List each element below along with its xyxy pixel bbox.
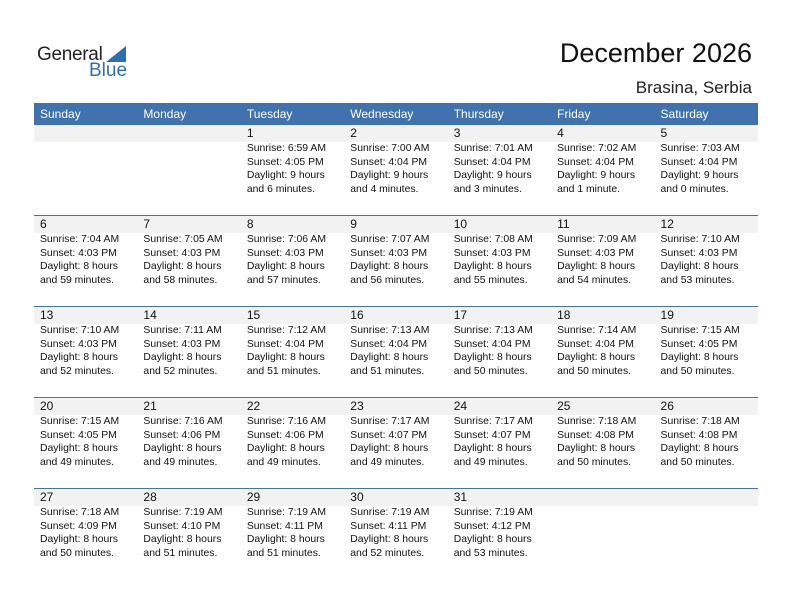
day-number: 12 — [660, 217, 674, 231]
daylight-text: Daylight: 8 hours — [143, 352, 222, 363]
daylight-minutes-text: and 53 minutes. — [660, 274, 735, 286]
day-cell — [655, 307, 758, 396]
daylight-text: Daylight: 9 hours — [660, 170, 739, 181]
day-cell — [241, 398, 344, 487]
weekday-wednesday: Wednesday — [350, 107, 414, 121]
day-number: 19 — [660, 308, 674, 322]
sunrise-text: Sunrise: 7:14 AM — [557, 325, 637, 336]
calendar-week — [34, 125, 758, 215]
daylight-minutes-text: and 49 minutes. — [40, 456, 114, 468]
sunset-text: Sunset: 4:05 PM — [40, 429, 117, 441]
logo-text-general: General — [37, 44, 103, 65]
day-cell — [241, 216, 344, 305]
sunset-text: Sunset: 4:04 PM — [660, 156, 738, 168]
sunrise-text: Sunrise: 7:13 AM — [350, 325, 430, 336]
sunset-text: Sunset: 4:03 PM — [660, 247, 738, 259]
sunset-text: Sunset: 4:03 PM — [453, 247, 531, 259]
day-number: 1 — [246, 126, 254, 140]
sunrise-text: Sunrise: 7:10 AM — [660, 234, 740, 245]
daylight-text: Daylight: 9 hours — [246, 170, 325, 181]
day-cell — [241, 125, 344, 214]
day-number: 5 — [660, 126, 668, 140]
day-cell — [655, 398, 758, 487]
sunset-text: Sunset: 4:09 PM — [40, 520, 117, 532]
daylight-minutes-text: and 0 minutes. — [660, 183, 729, 195]
sunset-text: Sunset: 4:04 PM — [453, 156, 531, 168]
sunset-text: Sunset: 4:04 PM — [350, 338, 428, 350]
calendar-week — [34, 215, 758, 306]
daylight-text: Daylight: 8 hours — [143, 261, 222, 272]
day-cell — [241, 307, 344, 396]
daylight-text: Daylight: 8 hours — [557, 261, 636, 272]
sunrise-text: Sunrise: 7:19 AM — [143, 507, 223, 518]
day-number: 25 — [557, 399, 571, 413]
day-cell — [448, 216, 551, 305]
day-cell — [344, 125, 447, 214]
sunset-text: Sunset: 4:03 PM — [557, 247, 634, 259]
daylight-minutes-text: and 4 minutes. — [350, 183, 419, 195]
calendar-week — [34, 306, 758, 397]
sunrise-text: Sunrise: 7:16 AM — [143, 416, 223, 427]
day-number: 29 — [246, 490, 261, 504]
daylight-minutes-text: and 52 minutes. — [350, 547, 425, 559]
day-number: 13 — [40, 308, 54, 322]
day-cell — [551, 307, 654, 396]
sunset-text: Sunset: 4:08 PM — [557, 429, 634, 441]
sunrise-text: Sunrise: 7:06 AM — [246, 234, 326, 245]
sunset-text: Sunset: 4:04 PM — [246, 338, 324, 350]
logo-text-blue: Blue — [89, 60, 128, 81]
day-number: 17 — [453, 308, 468, 322]
daylight-text: Daylight: 8 hours — [350, 443, 429, 454]
day-cell — [34, 398, 137, 487]
sunrise-text: Sunrise: 7:19 AM — [350, 507, 430, 518]
day-number: 22 — [246, 399, 261, 413]
sunset-text: Sunset: 4:04 PM — [557, 338, 634, 350]
calendar-week — [34, 397, 758, 488]
sunrise-text: Sunrise: 6:59 AM — [246, 143, 326, 154]
day-cell — [34, 216, 137, 305]
page-title: December 2026 — [559, 38, 752, 68]
daylight-text: Daylight: 8 hours — [143, 443, 222, 454]
weekday-header — [34, 103, 758, 125]
empty-day-cell — [655, 489, 758, 578]
day-number: 20 — [40, 399, 54, 413]
day-number: 6 — [40, 217, 47, 231]
day-number: 31 — [453, 490, 468, 504]
sunrise-text: Sunrise: 7:19 AM — [246, 507, 326, 518]
daylight-minutes-text: and 56 minutes. — [350, 274, 425, 286]
sunrise-text: Sunrise: 7:10 AM — [40, 325, 120, 336]
daylight-text: Daylight: 8 hours — [246, 352, 325, 363]
day-number: 27 — [40, 490, 54, 504]
daylight-text: Daylight: 8 hours — [660, 443, 739, 454]
empty-day-cell — [34, 125, 137, 214]
sunrise-text: Sunrise: 7:18 AM — [660, 416, 740, 427]
sunset-text: Sunset: 4:06 PM — [143, 429, 221, 441]
daylight-minutes-text: and 49 minutes. — [453, 456, 528, 468]
weekday-thursday: Thursday — [453, 107, 504, 121]
sunset-text: Sunset: 4:12 PM — [453, 520, 531, 532]
sunrise-text: Sunrise: 7:01 AM — [453, 143, 533, 154]
sunrise-text: Sunrise: 7:15 AM — [660, 325, 740, 336]
day-number: 7 — [143, 217, 151, 231]
daylight-text: Daylight: 8 hours — [350, 534, 429, 545]
daylight-minutes-text: and 50 minutes. — [453, 365, 528, 377]
day-cell — [34, 307, 137, 396]
daylight-text: Daylight: 8 hours — [246, 534, 325, 545]
daylight-minutes-text: and 50 minutes. — [660, 365, 735, 377]
day-cell — [551, 398, 654, 487]
day-cell — [551, 125, 654, 214]
sunset-text: Sunset: 4:06 PM — [246, 429, 324, 441]
day-number: 24 — [453, 399, 468, 413]
daylight-minutes-text: and 51 minutes. — [246, 547, 321, 559]
daylight-text: Daylight: 8 hours — [40, 352, 118, 363]
calendar-week — [34, 488, 758, 579]
day-cell — [241, 489, 344, 578]
sunrise-text: Sunrise: 7:03 AM — [660, 143, 740, 154]
sunset-text: Sunset: 4:04 PM — [350, 156, 428, 168]
day-number: 11 — [557, 217, 570, 231]
daylight-text: Daylight: 8 hours — [40, 443, 118, 454]
sunrise-text: Sunrise: 7:17 AM — [350, 416, 430, 427]
location-label: Brasina, Serbia — [635, 78, 752, 97]
day-cell — [137, 307, 240, 396]
day-number: 28 — [143, 490, 157, 504]
sunset-text: Sunset: 4:04 PM — [453, 338, 531, 350]
weekday-saturday: Saturday — [660, 107, 709, 121]
sunset-text: Sunset: 4:04 PM — [557, 156, 634, 168]
day-number: 26 — [660, 399, 674, 413]
daylight-minutes-text: and 49 minutes. — [143, 456, 218, 468]
sunrise-text: Sunrise: 7:09 AM — [557, 234, 637, 245]
sunset-text: Sunset: 4:03 PM — [350, 247, 428, 259]
daylight-minutes-text: and 6 minutes. — [246, 183, 316, 195]
day-cell — [448, 125, 551, 214]
daylight-minutes-text: and 54 minutes. — [557, 274, 632, 286]
daylight-text: Daylight: 8 hours — [143, 534, 222, 545]
daylight-text: Daylight: 8 hours — [660, 261, 739, 272]
empty-day-cell — [137, 125, 240, 214]
day-cell — [344, 216, 447, 305]
week-cells — [34, 125, 758, 214]
day-number: 9 — [350, 217, 357, 231]
day-number: 3 — [453, 126, 461, 140]
sunset-text: Sunset: 4:05 PM — [246, 156, 324, 168]
sunrise-text: Sunrise: 7:17 AM — [453, 416, 533, 427]
day-number: 10 — [453, 217, 468, 231]
day-cell — [344, 398, 447, 487]
daylight-text: Daylight: 9 hours — [453, 170, 532, 181]
daylight-minutes-text: and 53 minutes. — [453, 547, 528, 559]
day-cell — [137, 216, 240, 305]
daylight-minutes-text: and 51 minutes. — [143, 547, 218, 559]
daylight-text: Daylight: 9 hours — [557, 170, 636, 181]
sunrise-text: Sunrise: 7:18 AM — [40, 507, 120, 518]
day-cell — [448, 489, 551, 578]
day-number: 2 — [350, 126, 357, 140]
sunrise-text: Sunrise: 7:19 AM — [453, 507, 533, 518]
day-number: 14 — [143, 308, 157, 322]
daylight-text: Daylight: 8 hours — [557, 443, 636, 454]
weekday-sunday: Sunday — [40, 107, 81, 121]
week-cells — [34, 489, 758, 578]
sunrise-text: Sunrise: 7:07 AM — [350, 234, 430, 245]
daylight-text: Daylight: 8 hours — [557, 352, 636, 363]
sunset-text: Sunset: 4:11 PM — [246, 520, 323, 532]
weekday-monday: Monday — [143, 107, 187, 121]
daylight-minutes-text: and 52 minutes. — [143, 365, 218, 377]
daylight-text: Daylight: 9 hours — [350, 170, 429, 181]
sunset-text: Sunset: 4:03 PM — [246, 247, 324, 259]
sunrise-text: Sunrise: 7:16 AM — [246, 416, 326, 427]
day-cell — [344, 489, 447, 578]
day-number: 23 — [350, 399, 364, 413]
sunrise-text: Sunrise: 7:00 AM — [350, 143, 430, 154]
daylight-minutes-text: and 50 minutes. — [660, 456, 735, 468]
sunset-text: Sunset: 4:03 PM — [40, 247, 117, 259]
daylight-minutes-text: and 51 minutes. — [246, 365, 321, 377]
day-cell — [34, 489, 137, 578]
day-cell — [655, 125, 758, 214]
sunset-text: Sunset: 4:07 PM — [453, 429, 531, 441]
sunrise-text: Sunrise: 7:11 AM — [143, 325, 222, 336]
day-cell — [344, 307, 447, 396]
daylight-text: Daylight: 8 hours — [40, 261, 118, 272]
daylight-minutes-text: and 59 minutes. — [40, 274, 114, 286]
daylight-minutes-text: and 58 minutes. — [143, 274, 218, 286]
day-number: 30 — [350, 490, 364, 504]
weekday-friday: Friday — [557, 107, 591, 121]
sunrise-text: Sunrise: 7:05 AM — [143, 234, 223, 245]
day-number: 4 — [557, 126, 564, 140]
sunrise-text: Sunrise: 7:02 AM — [557, 143, 637, 154]
sunset-text: Sunset: 4:03 PM — [40, 338, 117, 350]
sunset-text: Sunset: 4:10 PM — [143, 520, 221, 532]
day-cell — [448, 307, 551, 396]
daylight-minutes-text: and 1 minute. — [557, 183, 621, 195]
weekday-tuesday: Tuesday — [246, 107, 293, 121]
calendar-grid — [34, 103, 758, 579]
daylight-minutes-text: and 50 minutes. — [557, 365, 632, 377]
sunset-text: Sunset: 4:05 PM — [660, 338, 738, 350]
day-number: 16 — [350, 308, 364, 322]
week-cells — [34, 216, 758, 305]
daylight-text: Daylight: 8 hours — [350, 261, 429, 272]
daylight-text: Daylight: 8 hours — [453, 443, 532, 454]
daylight-minutes-text: and 51 minutes. — [350, 365, 425, 377]
sunset-text: Sunset: 4:03 PM — [143, 338, 221, 350]
sunrise-text: Sunrise: 7:08 AM — [453, 234, 533, 245]
sunset-text: Sunset: 4:08 PM — [660, 429, 738, 441]
daylight-text: Daylight: 8 hours — [453, 352, 532, 363]
week-cells — [34, 398, 758, 487]
day-cell — [448, 398, 551, 487]
day-number: 18 — [557, 308, 571, 322]
sunrise-text: Sunrise: 7:04 AM — [40, 234, 120, 245]
daylight-text: Daylight: 8 hours — [246, 261, 325, 272]
sunset-text: Sunset: 4:07 PM — [350, 429, 428, 441]
daylight-minutes-text: and 57 minutes. — [246, 274, 321, 286]
daylight-text: Daylight: 8 hours — [453, 261, 532, 272]
daylight-text: Daylight: 8 hours — [660, 352, 739, 363]
daylight-text: Daylight: 8 hours — [350, 352, 429, 363]
weeks-container — [34, 125, 758, 579]
sunrise-text: Sunrise: 7:18 AM — [557, 416, 637, 427]
daylight-minutes-text: and 55 minutes. — [453, 274, 528, 286]
sunrise-text: Sunrise: 7:13 AM — [453, 325, 533, 336]
day-cell — [137, 489, 240, 578]
day-number: 15 — [246, 308, 261, 322]
day-cell — [655, 216, 758, 305]
brand-logo — [37, 44, 137, 80]
day-cell — [551, 216, 654, 305]
daylight-text: Daylight: 8 hours — [40, 534, 118, 545]
sunset-text: Sunset: 4:11 PM — [350, 520, 427, 532]
daylight-minutes-text: and 50 minutes. — [40, 547, 114, 559]
daylight-minutes-text: and 3 minutes. — [453, 183, 522, 195]
daylight-minutes-text: and 49 minutes. — [246, 456, 321, 468]
daylight-text: Daylight: 8 hours — [246, 443, 325, 454]
week-cells — [34, 307, 758, 396]
day-number: 8 — [246, 217, 254, 231]
daylight-minutes-text: and 49 minutes. — [350, 456, 425, 468]
day-number: 21 — [143, 399, 157, 413]
empty-day-cell — [551, 489, 654, 578]
daylight-text: Daylight: 8 hours — [453, 534, 532, 545]
sunrise-text: Sunrise: 7:15 AM — [40, 416, 120, 427]
daylight-minutes-text: and 50 minutes. — [557, 456, 632, 468]
day-cell — [137, 398, 240, 487]
sunset-text: Sunset: 4:03 PM — [143, 247, 221, 259]
daylight-minutes-text: and 52 minutes. — [40, 365, 114, 377]
sunrise-text: Sunrise: 7:12 AM — [246, 325, 326, 336]
